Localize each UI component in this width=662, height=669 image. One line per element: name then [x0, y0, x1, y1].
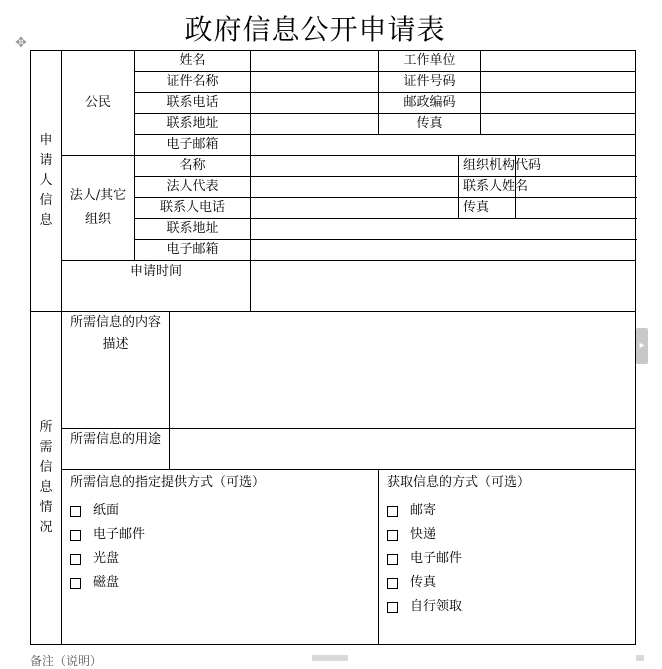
footer-note-text: 备注（说明） [30, 654, 103, 668]
scroll-indicator-corner[interactable] [636, 655, 644, 661]
apply-time-label: 申请时间 [62, 261, 251, 312]
checkbox[interactable] [70, 506, 81, 517]
citizen-email-field[interactable] [251, 135, 636, 156]
purpose-label: 所需信息的用途 [62, 429, 170, 470]
citizen-email-label: 电子邮箱 [135, 135, 251, 156]
legal-name-field[interactable] [251, 156, 459, 177]
legal-contact-phone-label: 联系人电话 [135, 198, 251, 219]
provide-option-email[interactable]: 电子邮件 [70, 523, 370, 547]
legal-fax-label: 传真 [459, 198, 516, 219]
apply-time-field[interactable] [251, 261, 636, 312]
citizen-id-number-label: 证件号码 [379, 72, 481, 93]
provide-option-cd[interactable]: 光盘 [70, 547, 370, 571]
citizen-fax-field[interactable] [481, 114, 636, 135]
page-title: 政府信息公开申请表 [184, 13, 446, 46]
legal-email-label: 电子邮箱 [135, 240, 251, 261]
citizen-name-label: 姓名 [135, 51, 251, 72]
checkbox[interactable] [387, 554, 398, 565]
citizen-id-number-field[interactable] [481, 72, 636, 93]
legal-contact-name-field[interactable] [516, 177, 636, 198]
purpose-field[interactable] [170, 429, 636, 470]
obtain-option-email[interactable]: 电子邮件 [387, 547, 627, 571]
citizen-postcode-label: 邮政编码 [379, 93, 481, 114]
applicant-info-label: 申请人信息 [31, 51, 62, 312]
content-desc-label: 所需信息的内容描述 [62, 312, 170, 429]
citizen-address-label: 联系地址 [135, 114, 251, 135]
citizen-postcode-field[interactable] [481, 93, 636, 114]
legal-address-label: 联系地址 [135, 219, 251, 240]
provide-option-paper[interactable]: 纸面 [70, 499, 370, 523]
checkbox[interactable] [70, 578, 81, 589]
citizen-group-label: 公民 [62, 51, 135, 156]
checkbox[interactable] [387, 506, 398, 517]
citizen-address-field[interactable] [251, 114, 379, 135]
citizen-id-name-field[interactable] [251, 72, 379, 93]
legal-rep-label: 法人代表 [135, 177, 251, 198]
scroll-indicator[interactable] [312, 655, 348, 661]
obtain-method-heading: 获取信息的方式（可选） [387, 475, 531, 490]
legal-email-field[interactable] [251, 240, 636, 261]
citizen-phone-field[interactable] [251, 93, 379, 114]
legal-group-label: 法人/其它组织 [62, 156, 135, 261]
obtain-option-fax[interactable]: 传真 [387, 571, 627, 595]
obtain-option-express[interactable]: 快递 [387, 523, 627, 547]
provide-method-cell [62, 470, 379, 645]
legal-org-code-label: 组织机构代码 [459, 156, 516, 177]
obtain-method-cell [379, 470, 636, 645]
checkbox[interactable] [387, 530, 398, 541]
legal-fax-field[interactable] [516, 198, 636, 219]
legal-name-label: 名称 [135, 156, 251, 177]
obtain-option-mail[interactable]: 邮寄 [387, 499, 627, 523]
side-expand-tab[interactable]: ▸ [636, 328, 648, 364]
citizen-name-field[interactable] [251, 51, 379, 72]
checkbox[interactable] [387, 602, 398, 613]
legal-contact-phone-field[interactable] [251, 198, 459, 219]
citizen-phone-label: 联系电话 [135, 93, 251, 114]
obtain-option-self-pickup[interactable]: 自行领取 [387, 595, 627, 619]
citizen-work-unit-label: 工作单位 [379, 51, 481, 72]
checkbox[interactable] [387, 578, 398, 589]
provide-option-disk[interactable]: 磁盘 [70, 571, 370, 595]
info-needed-label: 所需信息情况 [31, 312, 62, 645]
checkbox[interactable] [70, 554, 81, 565]
legal-contact-name-label: 联系人姓名 [459, 177, 516, 198]
citizen-id-name-label: 证件名称 [135, 72, 251, 93]
content-desc-field[interactable] [170, 312, 636, 429]
table-move-handle-icon[interactable]: ✥ [15, 35, 27, 51]
citizen-work-unit-field[interactable] [481, 51, 636, 72]
application-form-table [30, 50, 636, 645]
legal-rep-field[interactable] [251, 177, 459, 198]
provide-method-heading: 所需信息的指定提供方式（可选） [70, 475, 266, 490]
checkbox[interactable] [70, 530, 81, 541]
citizen-fax-label: 传真 [379, 114, 481, 135]
legal-address-field[interactable] [251, 219, 636, 240]
